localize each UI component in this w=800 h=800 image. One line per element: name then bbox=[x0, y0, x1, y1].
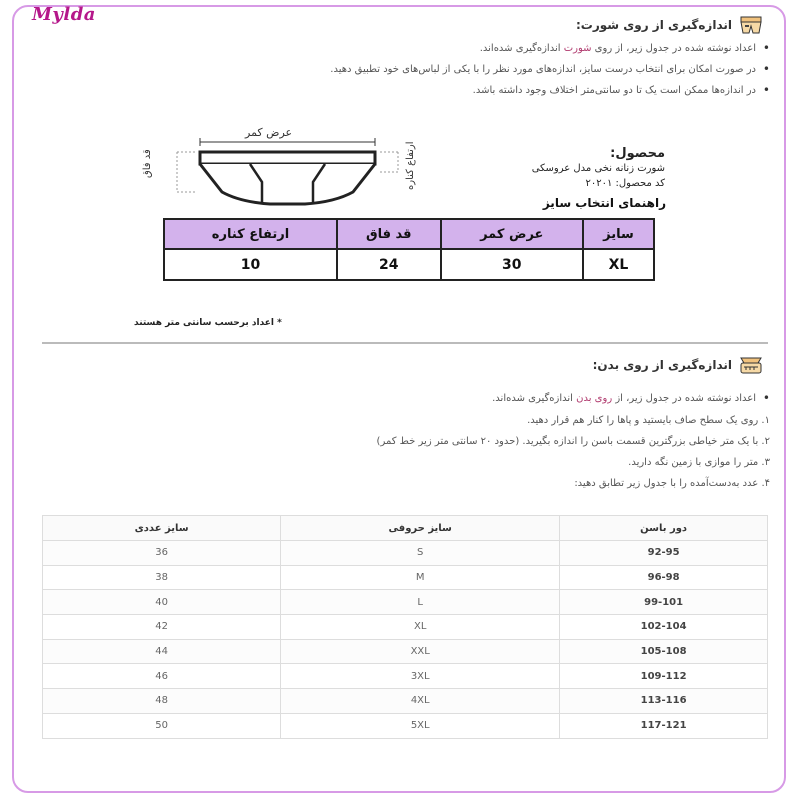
bullet-item: • در اندازه‌ها ممکن است یک تا دو سانتی‌متر اختلاف وجود داشته باشد. bbox=[330, 80, 770, 101]
measurement-steps bbox=[310, 412, 770, 496]
table-cell: 113-116 bbox=[560, 689, 768, 714]
table-header-row bbox=[43, 516, 768, 541]
table-cell: 42 bbox=[43, 615, 281, 640]
table-cell: 3XL bbox=[281, 664, 560, 689]
table-cell: 10 bbox=[164, 249, 337, 280]
table-cell: 4XL bbox=[281, 689, 560, 714]
table-cell: 109-112 bbox=[560, 664, 768, 689]
table-header: عرض کمر bbox=[441, 219, 583, 249]
brand-logo: Mylda bbox=[32, 4, 96, 25]
section1-title bbox=[576, 14, 764, 36]
asterisk-icon: * bbox=[274, 318, 282, 328]
table-cell: 48 bbox=[43, 689, 281, 714]
crotch-length-label: قد فاق bbox=[142, 149, 153, 178]
table-header: سایز حروفی bbox=[281, 516, 560, 541]
table-cell: M bbox=[281, 565, 560, 590]
bullet-item: • اعداد نوشته شده در جدول زیر، از روی شورت اندازه‌گیری شده‌اند. bbox=[330, 38, 770, 59]
measuring-tape-icon bbox=[738, 354, 764, 376]
step-item: ۴. عدد به‌دست‌آمده را با جدول زیر تطابق دهید: bbox=[574, 478, 770, 489]
table-cell: 105-108 bbox=[560, 639, 768, 664]
table-cell: 36 bbox=[43, 541, 281, 566]
section1-title-text: اندازه‌گیری از روی شورت: bbox=[575, 18, 732, 32]
table-row bbox=[43, 590, 768, 615]
table-cell: 99-101 bbox=[560, 590, 768, 615]
section2-title bbox=[593, 354, 764, 376]
table-row bbox=[43, 541, 768, 566]
table-cell: 40 bbox=[43, 590, 281, 615]
product-label: محصول: bbox=[610, 146, 665, 161]
table-row bbox=[43, 689, 768, 714]
step-item: ۲. با یک متر خیاطی بزرگترین قسمت باسن را اندازه بگیرید. (حدود ۲۰ سانتی متر زیر خط کمر) bbox=[376, 436, 770, 447]
product-info bbox=[532, 146, 665, 191]
section2-title-text: اندازه‌گیری از روی بدن: bbox=[592, 358, 732, 372]
table-cell: 24 bbox=[337, 249, 441, 280]
table-row bbox=[43, 615, 768, 640]
bullet-item: • در صورت امکان برای انتخاب درست سایز، اندازه‌های مورد نظر را با یکی از لباس‌های خود تطبیق دهید. bbox=[330, 59, 770, 80]
bullet-item: • اعداد نوشته شده در جدول زیر، از روی بدن اندازه‌گیری شده‌اند. bbox=[492, 388, 770, 409]
section2-bullets bbox=[492, 388, 770, 409]
table-header: ارتفاع کناره bbox=[164, 219, 337, 249]
table-cell: XL bbox=[583, 249, 654, 280]
product-code: کد محصول: ۲۰۲۰۱ bbox=[585, 178, 665, 189]
table-cell: S bbox=[281, 541, 560, 566]
shorts-icon bbox=[738, 14, 764, 36]
product-name: شورت زنانه نخی مدل عروسکی bbox=[531, 163, 665, 174]
product-size-table bbox=[163, 218, 655, 281]
table-row bbox=[43, 565, 768, 590]
table-header: قد فاق bbox=[337, 219, 441, 249]
side-height-label: ارتفاع کناره bbox=[405, 141, 416, 190]
size-guide-title: راهنمای انتخاب سایز bbox=[542, 196, 666, 210]
table-cell: 46 bbox=[43, 664, 281, 689]
table-cell: 5XL bbox=[281, 713, 560, 738]
table-cell: 92-95 bbox=[560, 541, 768, 566]
table-header: سایز عددی bbox=[43, 516, 281, 541]
step-item: ۱. روی یک سطح صاف بایستید و پاها را کنار هم قرار دهید. bbox=[527, 415, 770, 426]
table-cell: 38 bbox=[43, 565, 281, 590]
table-cell: 30 bbox=[441, 249, 583, 280]
table-row bbox=[164, 249, 654, 280]
table-row bbox=[43, 664, 768, 689]
table-cell: XXL bbox=[281, 639, 560, 664]
step-item: ۳. متر را موازی با زمین نگه دارید. bbox=[628, 457, 770, 468]
table-row bbox=[43, 639, 768, 664]
waist-width-label: عرض کمر bbox=[245, 126, 293, 139]
table-cell: 102-104 bbox=[560, 615, 768, 640]
table-header-row bbox=[164, 219, 654, 249]
table-header: سایز bbox=[583, 219, 654, 249]
table-cell: 117-121 bbox=[560, 713, 768, 738]
section-divider bbox=[42, 342, 768, 344]
table-row bbox=[43, 713, 768, 738]
table-header: دور باسن bbox=[560, 516, 768, 541]
table-cell: 96-98 bbox=[560, 565, 768, 590]
table-cell: L bbox=[281, 590, 560, 615]
section1-bullets bbox=[330, 38, 770, 101]
body-size-table bbox=[42, 515, 768, 739]
table-cell: XL bbox=[281, 615, 560, 640]
table-cell: 44 bbox=[43, 639, 281, 664]
units-note: * اعداد برحسب سانتی متر هستند bbox=[134, 318, 282, 328]
table-cell: 50 bbox=[43, 713, 281, 738]
